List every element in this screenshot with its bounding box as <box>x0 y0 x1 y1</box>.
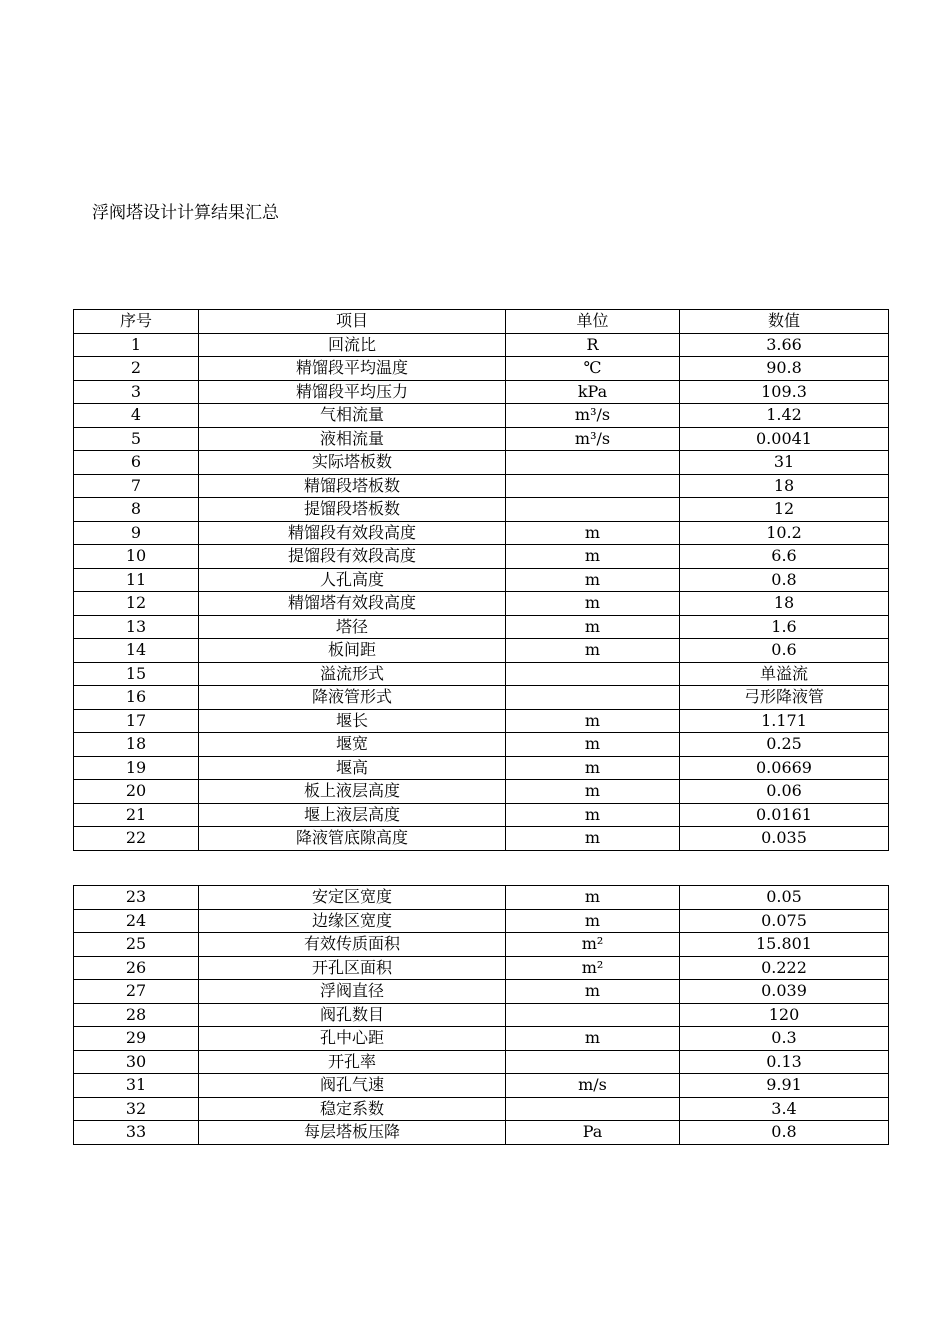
cell-value: 90.8 <box>680 357 889 381</box>
cell-value: 0.06 <box>680 780 889 804</box>
table-row <box>74 780 889 804</box>
cell-index: 26 <box>74 956 199 980</box>
cell-item: 精馏塔有效段高度 <box>199 592 506 616</box>
cell-index: 22 <box>74 827 199 851</box>
cell-item: 堰上液层高度 <box>199 803 506 827</box>
cell-item: 提馏段塔板数 <box>199 498 506 522</box>
cell-unit: m <box>506 639 680 663</box>
cell-unit: R <box>506 333 680 357</box>
table-row <box>74 451 889 475</box>
cell-unit: m <box>506 1027 680 1051</box>
table-row <box>74 886 889 910</box>
cell-index: 25 <box>74 933 199 957</box>
cell-index: 30 <box>74 1050 199 1074</box>
cell-value: 9.91 <box>680 1074 889 1098</box>
cell-item: 边缘区宽度 <box>199 909 506 933</box>
cell-item: 回流比 <box>199 333 506 357</box>
results-table-1-body <box>74 310 889 851</box>
cell-value: 18 <box>680 474 889 498</box>
cell-unit <box>506 1050 680 1074</box>
table-row <box>74 1074 889 1098</box>
cell-unit: m <box>506 886 680 910</box>
cell-index: 9 <box>74 521 199 545</box>
table-row <box>74 639 889 663</box>
cell-unit: m <box>506 980 680 1004</box>
cell-index: 27 <box>74 980 199 1004</box>
cell-item: 孔中心距 <box>199 1027 506 1051</box>
table-row <box>74 803 889 827</box>
cell-item: 气相流量 <box>199 404 506 428</box>
results-table-1 <box>73 309 889 851</box>
cell-unit: m <box>506 733 680 757</box>
cell-item: 堰长 <box>199 709 506 733</box>
results-table-2 <box>73 885 889 1145</box>
cell-value: 1.171 <box>680 709 889 733</box>
table-row <box>74 615 889 639</box>
cell-index: 7 <box>74 474 199 498</box>
cell-item: 堰宽 <box>199 733 506 757</box>
table-row <box>74 1003 889 1027</box>
table-row <box>74 980 889 1004</box>
cell-index: 20 <box>74 780 199 804</box>
table-row <box>74 357 889 381</box>
cell-value: 弓形降液管 <box>680 686 889 710</box>
table-row <box>74 709 889 733</box>
cell-index: 18 <box>74 733 199 757</box>
cell-item: 溢流形式 <box>199 662 506 686</box>
cell-item: 板上液层高度 <box>199 780 506 804</box>
table-row <box>74 568 889 592</box>
cell-item: 液相流量 <box>199 427 506 451</box>
cell-unit: m <box>506 709 680 733</box>
cell-item: 稳定系数 <box>199 1097 506 1121</box>
cell-item: 提馏段有效段高度 <box>199 545 506 569</box>
cell-value: 10.2 <box>680 521 889 545</box>
cell-unit <box>506 1097 680 1121</box>
cell-item: 精馏段平均温度 <box>199 357 506 381</box>
cell-unit: m² <box>506 933 680 957</box>
cell-item: 堰高 <box>199 756 506 780</box>
cell-item: 实际塔板数 <box>199 451 506 475</box>
cell-unit: m/s <box>506 1074 680 1098</box>
cell-unit <box>506 474 680 498</box>
table-row <box>74 1121 889 1145</box>
table-row <box>74 756 889 780</box>
cell-index: 5 <box>74 427 199 451</box>
table-row <box>74 686 889 710</box>
cell-index: 31 <box>74 1074 199 1098</box>
cell-item: 每层塔板压降 <box>199 1121 506 1145</box>
cell-value: 3.66 <box>680 333 889 357</box>
cell-value: 15.801 <box>680 933 889 957</box>
cell-index: 14 <box>74 639 199 663</box>
cell-value: 18 <box>680 592 889 616</box>
table-row <box>74 380 889 404</box>
cell-item: 降液管底隙高度 <box>199 827 506 851</box>
cell-unit: m² <box>506 956 680 980</box>
cell-index: 33 <box>74 1121 199 1145</box>
cell-index: 1 <box>74 333 199 357</box>
cell-index: 19 <box>74 756 199 780</box>
cell-index: 23 <box>74 886 199 910</box>
cell-index: 4 <box>74 404 199 428</box>
cell-unit: m <box>506 803 680 827</box>
cell-unit: Pa <box>506 1121 680 1145</box>
table-row <box>74 733 889 757</box>
cell-item: 阀孔数目 <box>199 1003 506 1027</box>
cell-value: 12 <box>680 498 889 522</box>
results-table-2-body <box>74 886 889 1145</box>
cell-index: 11 <box>74 568 199 592</box>
cell-unit: m <box>506 756 680 780</box>
table-row <box>74 592 889 616</box>
table-row <box>74 933 889 957</box>
cell-value: 0.8 <box>680 568 889 592</box>
cell-unit: m <box>506 909 680 933</box>
cell-item: 精馏段有效段高度 <box>199 521 506 545</box>
cell-value: 6.6 <box>680 545 889 569</box>
cell-value: 120 <box>680 1003 889 1027</box>
header-value: 数值 <box>680 310 889 334</box>
cell-unit: m³/s <box>506 404 680 428</box>
cell-value: 0.8 <box>680 1121 889 1145</box>
cell-unit: m <box>506 780 680 804</box>
table-row <box>74 498 889 522</box>
header-item: 项目 <box>199 310 506 334</box>
table-header-row <box>74 310 889 334</box>
cell-unit: m <box>506 615 680 639</box>
cell-item: 开孔率 <box>199 1050 506 1074</box>
table-row <box>74 521 889 545</box>
cell-item: 有效传质面积 <box>199 933 506 957</box>
cell-value: 0.0161 <box>680 803 889 827</box>
cell-value: 0.6 <box>680 639 889 663</box>
cell-value: 0.0669 <box>680 756 889 780</box>
cell-value: 0.039 <box>680 980 889 1004</box>
cell-unit <box>506 686 680 710</box>
cell-index: 6 <box>74 451 199 475</box>
cell-item: 安定区宽度 <box>199 886 506 910</box>
cell-value: 0.25 <box>680 733 889 757</box>
cell-value: 31 <box>680 451 889 475</box>
table-row <box>74 333 889 357</box>
cell-value: 0.035 <box>680 827 889 851</box>
cell-value: 109.3 <box>680 380 889 404</box>
cell-value: 0.13 <box>680 1050 889 1074</box>
cell-index: 21 <box>74 803 199 827</box>
cell-unit: m <box>506 545 680 569</box>
cell-value: 0.0041 <box>680 427 889 451</box>
cell-index: 10 <box>74 545 199 569</box>
table-row <box>74 474 889 498</box>
table-row <box>74 956 889 980</box>
cell-value: 1.42 <box>680 404 889 428</box>
cell-unit: m <box>506 592 680 616</box>
cell-item: 板间距 <box>199 639 506 663</box>
cell-unit: ℃ <box>506 357 680 381</box>
table-row <box>74 909 889 933</box>
cell-index: 24 <box>74 909 199 933</box>
cell-unit: m <box>506 521 680 545</box>
cell-unit <box>506 498 680 522</box>
cell-unit: kPa <box>506 380 680 404</box>
cell-index: 15 <box>74 662 199 686</box>
table-row <box>74 545 889 569</box>
cell-value: 单溢流 <box>680 662 889 686</box>
cell-unit: m <box>506 568 680 592</box>
cell-index: 8 <box>74 498 199 522</box>
cell-value: 3.4 <box>680 1097 889 1121</box>
table-row <box>74 662 889 686</box>
cell-item: 精馏段塔板数 <box>199 474 506 498</box>
cell-value: 0.05 <box>680 886 889 910</box>
cell-index: 32 <box>74 1097 199 1121</box>
cell-item: 阀孔气速 <box>199 1074 506 1098</box>
cell-index: 2 <box>74 357 199 381</box>
table-row <box>74 827 889 851</box>
table-row <box>74 1050 889 1074</box>
cell-value: 1.6 <box>680 615 889 639</box>
cell-item: 人孔高度 <box>199 568 506 592</box>
cell-index: 13 <box>74 615 199 639</box>
header-index: 序号 <box>74 310 199 334</box>
cell-unit <box>506 662 680 686</box>
cell-index: 28 <box>74 1003 199 1027</box>
cell-item: 塔径 <box>199 615 506 639</box>
cell-item: 降液管形式 <box>199 686 506 710</box>
cell-index: 29 <box>74 1027 199 1051</box>
cell-value: 0.075 <box>680 909 889 933</box>
table-row <box>74 1027 889 1051</box>
cell-item: 开孔区面积 <box>199 956 506 980</box>
cell-item: 浮阀直径 <box>199 980 506 1004</box>
document-title: 浮阀塔设计计算结果汇总 <box>92 203 279 223</box>
cell-value: 0.3 <box>680 1027 889 1051</box>
cell-unit: m <box>506 827 680 851</box>
cell-unit <box>506 451 680 475</box>
table-row <box>74 427 889 451</box>
cell-unit <box>506 1003 680 1027</box>
cell-unit: m³/s <box>506 427 680 451</box>
cell-item: 精馏段平均压力 <box>199 380 506 404</box>
table-row <box>74 1097 889 1121</box>
cell-index: 12 <box>74 592 199 616</box>
cell-index: 17 <box>74 709 199 733</box>
cell-value: 0.222 <box>680 956 889 980</box>
table-row <box>74 404 889 428</box>
cell-index: 3 <box>74 380 199 404</box>
header-unit: 单位 <box>506 310 680 334</box>
cell-index: 16 <box>74 686 199 710</box>
